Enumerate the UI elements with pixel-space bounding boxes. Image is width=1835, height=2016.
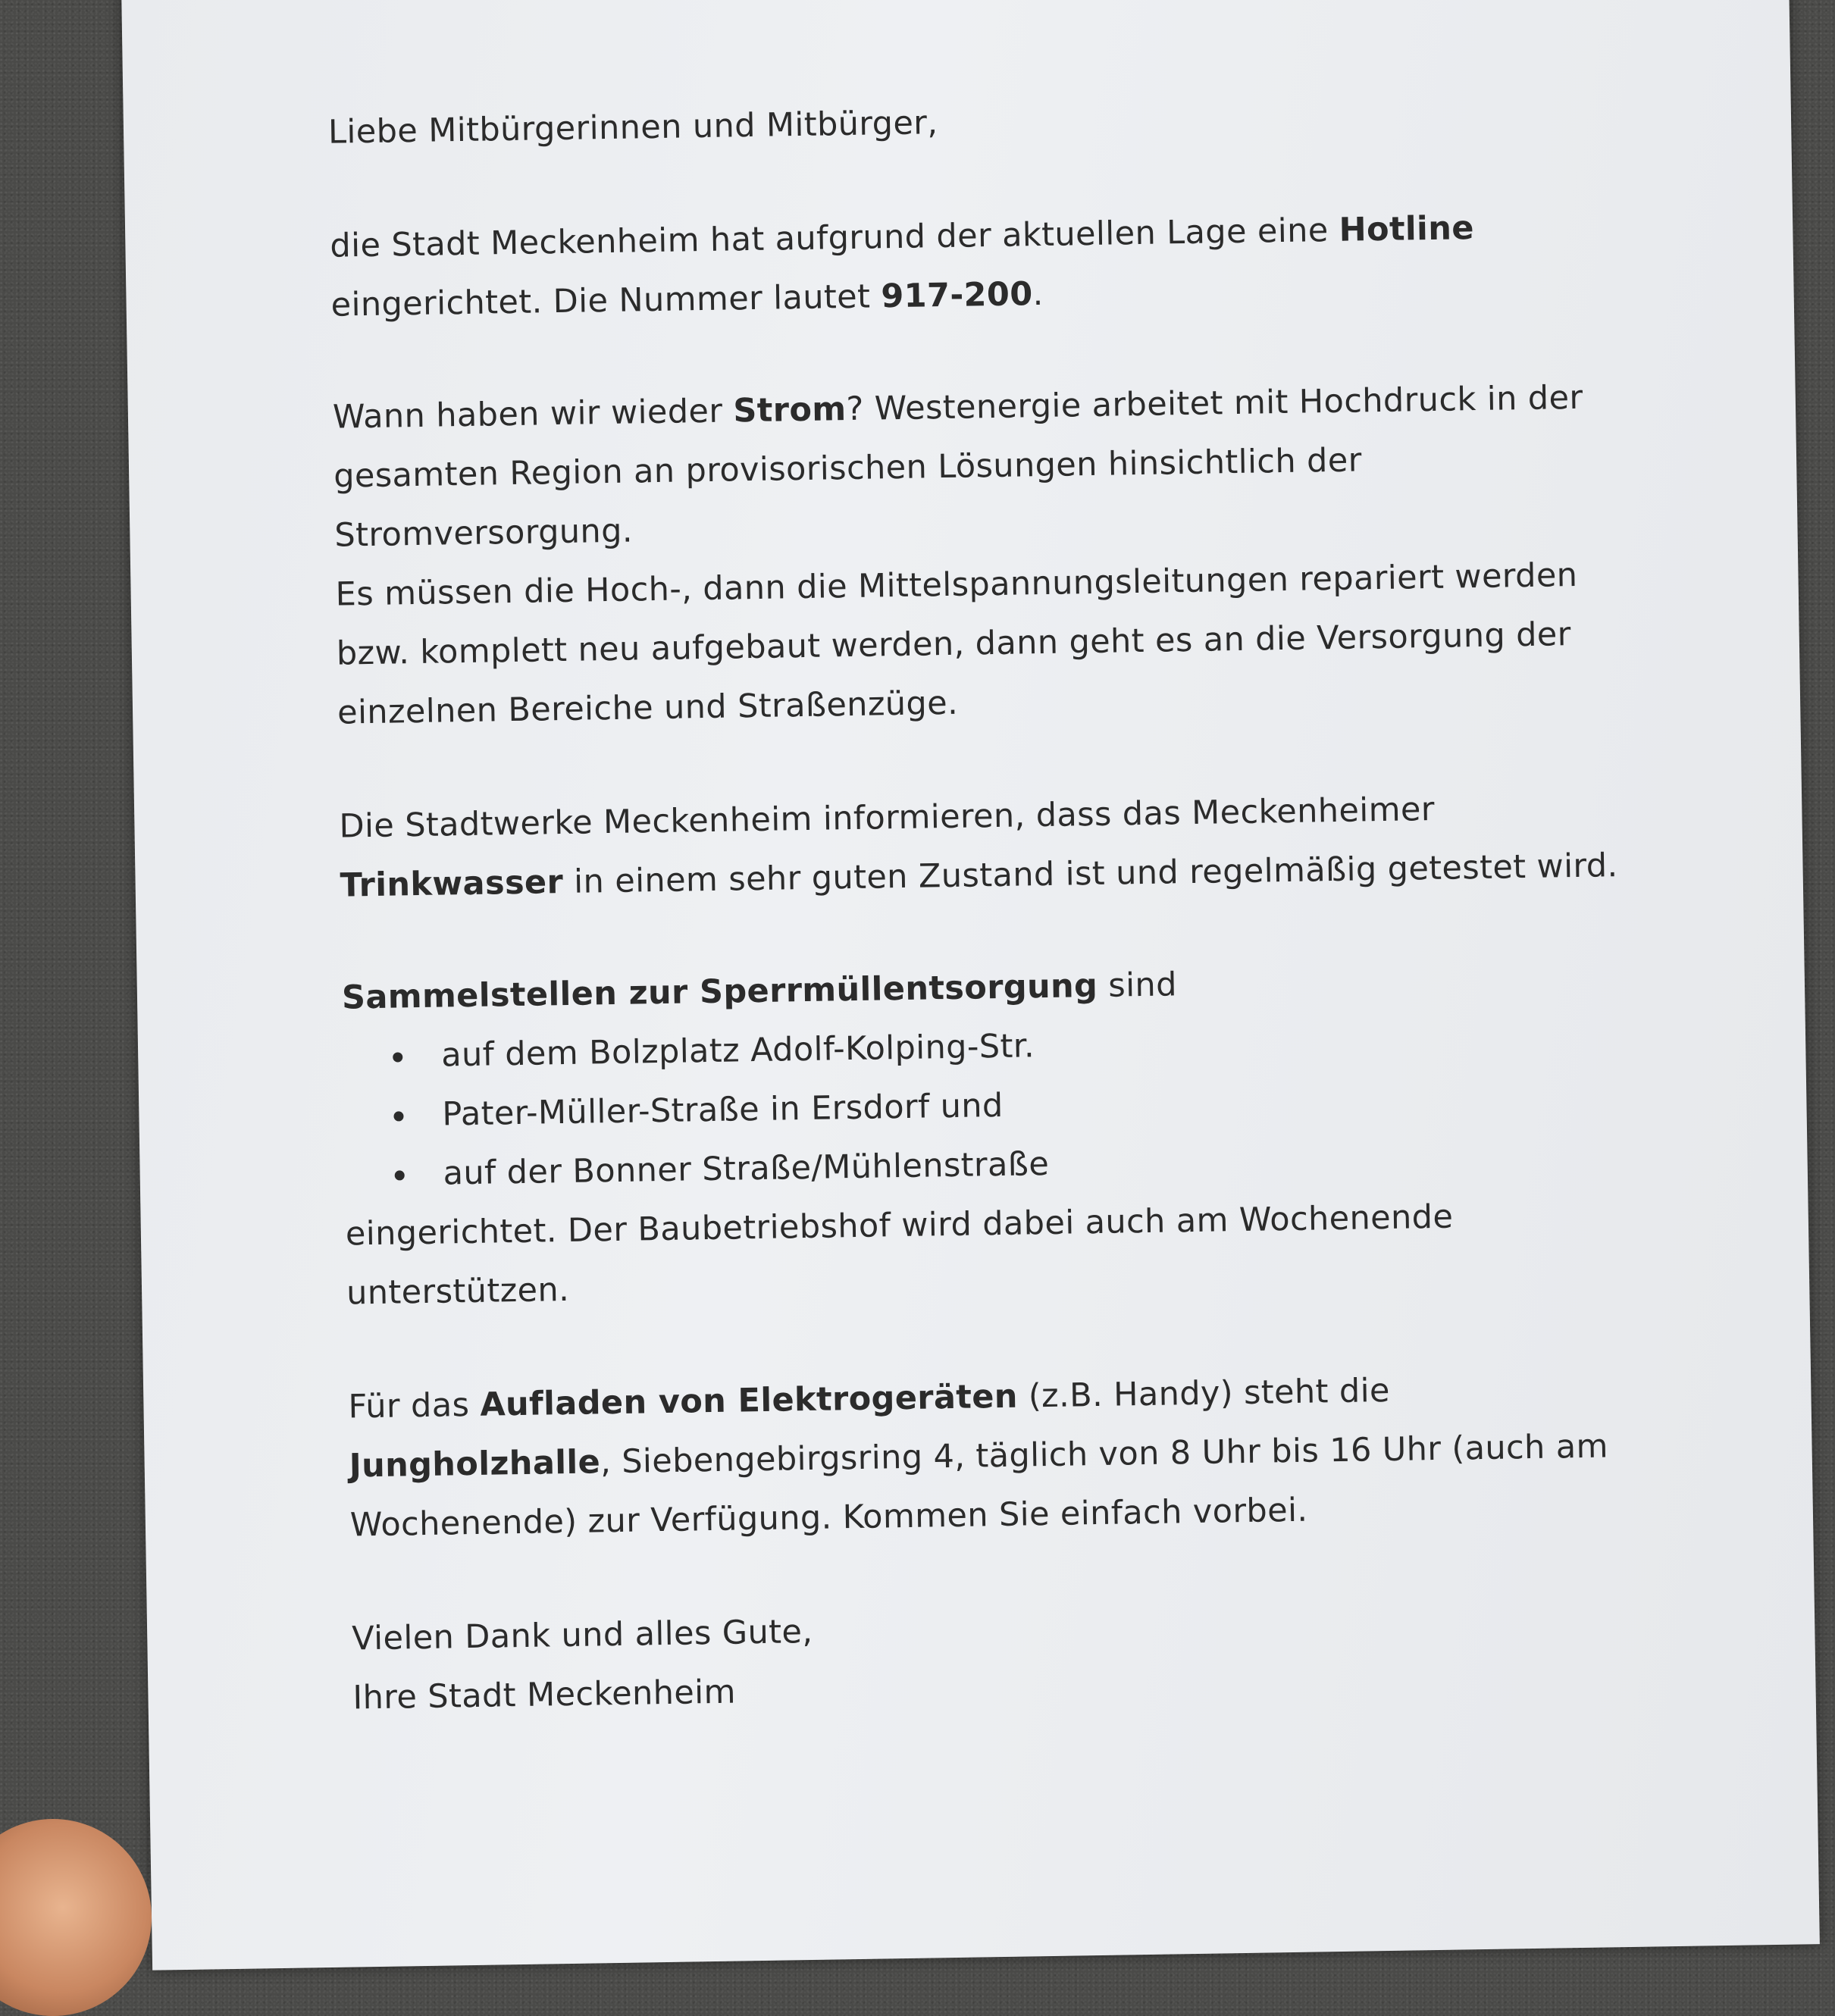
paragraph-repairs: Es müssen die Hoch-, dann die Mittelspannungsleitungen repariert werden bzw. komplett neu aufgebaut werden, dann geht es an die Versorgung der einzelnen Bereiche und Straßenzüge.	[335, 556, 1578, 732]
collection-points-list	[343, 1007, 1633, 1205]
hotline-text-mid: eingerichtet. Die Nummer lautet	[330, 277, 881, 324]
paragraph-depot: eingerichtet. Der Baubetriebshof wird dabei auch am Wochenende unterstützen.	[345, 1197, 1454, 1313]
paragraph-hotline	[330, 196, 1620, 335]
charging-label: Aufladen von Elektrogeräten	[480, 1377, 1019, 1424]
list-item-text: auf dem Bolzplatz Adolf-Kolping-Str.	[440, 1027, 1035, 1075]
power-text-pre: Wann haben wir wieder	[332, 392, 734, 437]
charging-text-pre: Für das	[348, 1385, 481, 1426]
water-text-pre: Die Stadtwerke Meckenheim informieren, dass das Meckenheimer	[339, 790, 1436, 846]
charging-text-post: , Siebengebirgsring 4, täglich von 8 Uhr bis 16 Uhr (auch am Wochenende) zur Verfügung. Kommen Sie einfach vorbei.	[349, 1427, 1609, 1545]
power-text-post: ? Westenergie arbeitet mit Hochdruck in der gesamten Region an provisorischen Lösungen hinsichtlich der Stromversorgung.	[333, 378, 1583, 555]
paragraph-power	[332, 368, 1623, 565]
hotline-label: Hotline	[1339, 209, 1475, 249]
water-text-post: in einem sehr guten Zustand ist und regelmäßig getestet wird.	[562, 847, 1618, 901]
bullet-icon	[393, 1111, 403, 1121]
bullet-icon	[395, 1170, 405, 1180]
list-item-text: Pater-Müller-Straße in Ersdorf und	[442, 1086, 1004, 1134]
hotline-text-post: .	[1032, 274, 1044, 314]
letter-body	[327, 83, 1641, 1727]
bulky-waste-label: Sammelstellen zur Sperrmüllentsorgung	[341, 966, 1098, 1017]
charging-text-mid: (z.B. Handy) steht die	[1017, 1371, 1391, 1416]
closing-line-2: Ihre Stadt Meckenheim	[352, 1673, 737, 1717]
bulky-waste-text-post: sind	[1097, 966, 1178, 1005]
paragraph-water	[339, 777, 1629, 916]
hotline-text-pre: die Stadt Meckenheim hat aufgrund der aktuellen Lage eine	[330, 211, 1340, 265]
water-label: Trinkwasser	[340, 862, 564, 905]
paper-sheet	[121, 0, 1820, 1971]
paragraph-charging	[348, 1357, 1639, 1555]
venue-name: Jungholzhalle	[349, 1443, 601, 1485]
power-label: Strom	[733, 390, 847, 430]
closing-line-1: Vielen Dank und alles Gute,	[351, 1612, 813, 1658]
thumb-photo-artifact	[0, 1819, 152, 2016]
hotline-number: 917-200	[881, 275, 1033, 316]
greeting: Liebe Mitbürgerinnen und Mitbürger,	[327, 104, 938, 152]
list-item-text: auf der Bonner Straße/Mühlenstraße	[443, 1144, 1050, 1193]
bullet-icon	[393, 1052, 402, 1062]
